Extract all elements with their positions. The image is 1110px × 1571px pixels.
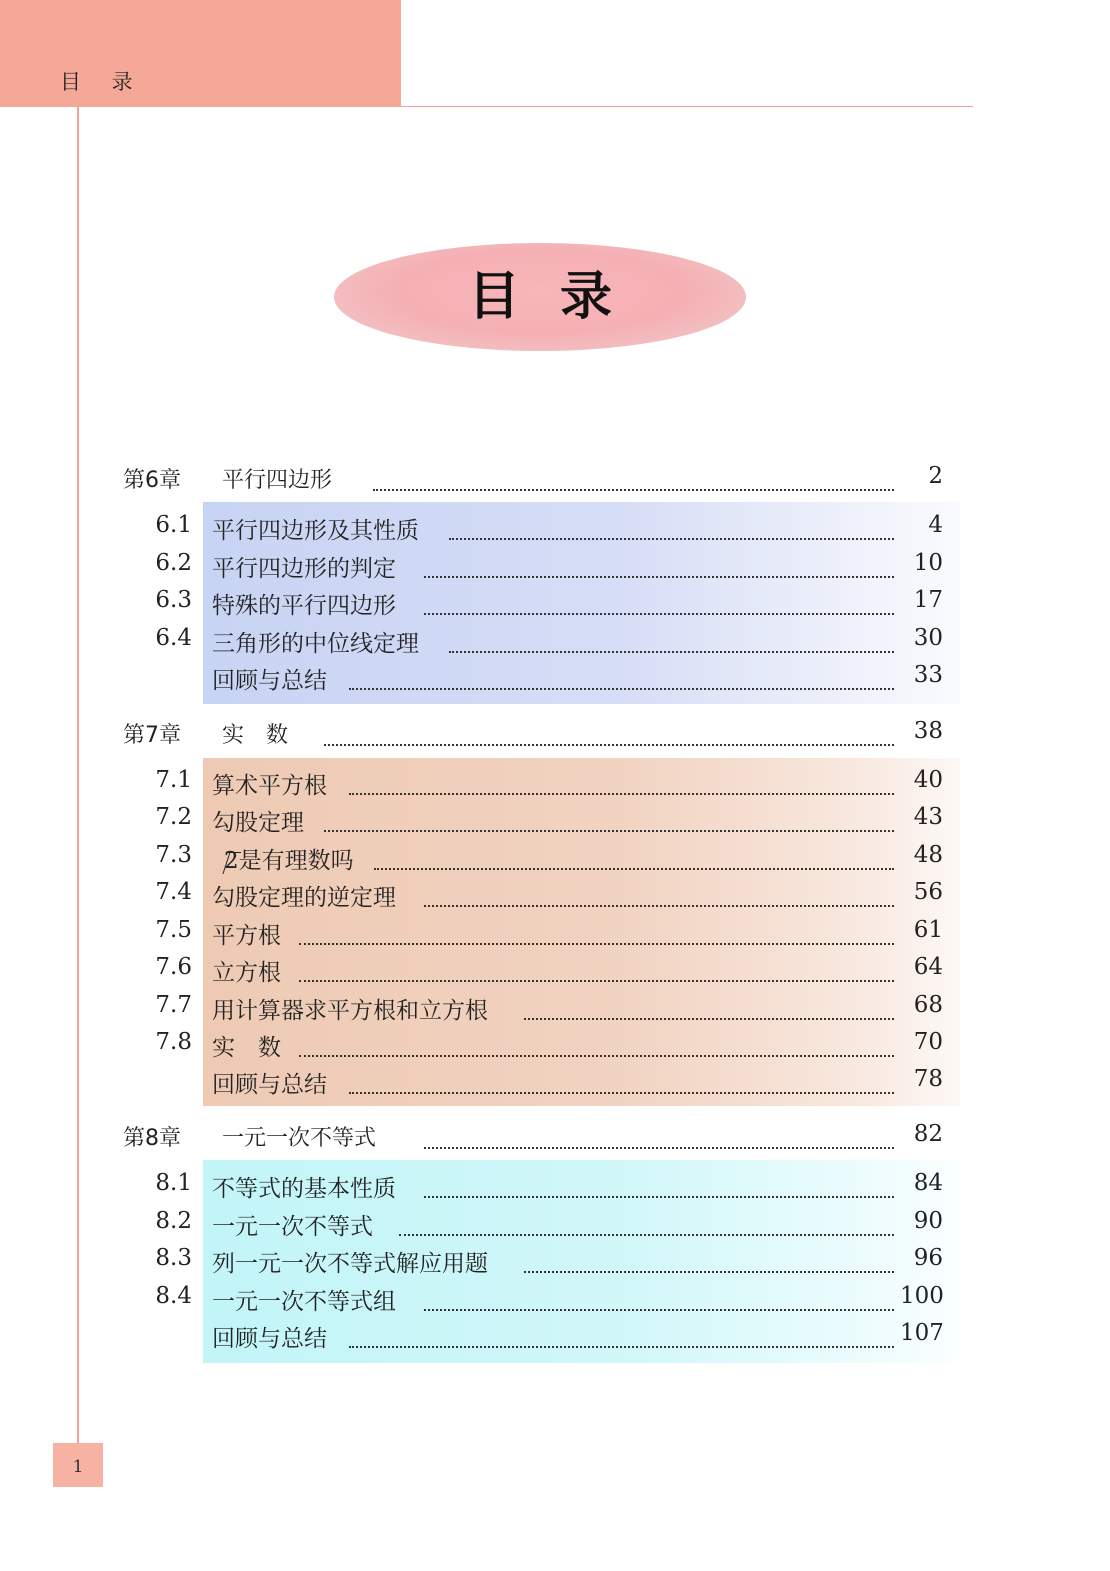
section-title: 用计算器求平方根和立方根 — [212, 998, 488, 1024]
toc-chapter-8[interactable] — [0, 1121, 1110, 1157]
page-ref: 84 — [913, 1170, 943, 1196]
page-ref: 107 — [900, 1320, 944, 1346]
section-number: 6.2 — [155, 550, 192, 576]
leader-dots — [349, 1326, 894, 1348]
chapter-label: 第8章 — [123, 1126, 181, 1151]
section-number: 6.3 — [155, 587, 192, 613]
chapter-label: 第7章 — [123, 723, 181, 748]
page-ref: 56 — [913, 879, 943, 905]
leader-dots — [424, 1127, 894, 1149]
toc-section-7-5[interactable] — [0, 917, 1110, 953]
section-title: 平行四边形的判定 — [212, 556, 396, 582]
section-number: 7.8 — [155, 1029, 192, 1055]
section-title: 回顾与总结 — [212, 1326, 327, 1352]
page-ref: 17 — [913, 587, 943, 613]
leader-dots — [424, 556, 894, 578]
leader-dots — [424, 885, 894, 907]
leader-dots — [349, 1072, 894, 1094]
page-ref: 82 — [913, 1121, 943, 1147]
page-ref: 40 — [913, 767, 943, 793]
page-ref: 38 — [913, 718, 943, 744]
leader-dots — [299, 960, 894, 982]
section-title: 回顾与总结 — [212, 668, 327, 694]
toc-section-7-1[interactable] — [0, 767, 1110, 803]
section-number: 7.6 — [155, 954, 192, 980]
leader-dots — [349, 773, 894, 795]
leader-dots — [424, 1289, 894, 1311]
section-number: 7.1 — [155, 767, 192, 793]
toc-section-6-1[interactable] — [0, 512, 1110, 548]
page-ref: 10 — [913, 550, 943, 576]
leader-dots — [424, 593, 894, 615]
section-number: 7.5 — [155, 917, 192, 943]
toc-section-8-review[interactable] — [0, 1320, 1110, 1356]
page-ref: 30 — [913, 625, 943, 651]
toc-banner-title: 目录 — [467, 267, 652, 327]
section-number: 8.4 — [155, 1283, 192, 1309]
section-number: 7.2 — [155, 804, 192, 830]
section-number: 7.3 — [155, 842, 192, 868]
page-ref: 70 — [913, 1029, 943, 1055]
section-number: 7.7 — [155, 992, 192, 1018]
section-title: 立方根 — [212, 960, 281, 986]
section-title: 一元一次不等式组 — [212, 1289, 396, 1315]
header-divider — [401, 106, 973, 107]
section-number: 6.4 — [155, 625, 192, 651]
toc-section-8-2[interactable] — [0, 1208, 1110, 1244]
section-number: 8.1 — [155, 1170, 192, 1196]
section-title-text: 是有理数吗 — [238, 848, 354, 874]
toc-section-7-3[interactable] — [0, 842, 1110, 878]
leader-dots — [349, 668, 894, 690]
chapter-title: 实 数 — [222, 723, 289, 748]
section-title: 三角形的中位线定理 — [212, 631, 419, 657]
section-number: 6.1 — [155, 512, 192, 538]
toc-chapter-6[interactable] — [0, 463, 1110, 499]
sqrt-symbol: 2 — [212, 848, 239, 874]
leader-dots — [524, 998, 894, 1020]
leader-dots — [449, 631, 894, 653]
page-ref: 78 — [913, 1066, 943, 1092]
chapter-title: 一元一次不等式 — [222, 1126, 377, 1151]
page-ref: 61 — [913, 917, 943, 943]
section-title — [212, 842, 354, 875]
leader-dots — [524, 1251, 894, 1273]
leader-dots — [299, 923, 894, 945]
header-title: 目 录 — [60, 70, 145, 94]
section-number: 7.4 — [155, 879, 192, 905]
leader-dots — [324, 724, 894, 746]
page-ref: 90 — [913, 1208, 943, 1234]
toc-banner — [334, 243, 746, 351]
page-ref: 68 — [913, 992, 943, 1018]
section-title: 特殊的平行四边形 — [212, 593, 396, 619]
section-title: 平行四边形及其性质 — [212, 518, 419, 544]
leader-dots — [449, 518, 894, 540]
section-number: 8.2 — [155, 1208, 192, 1234]
header-band — [0, 0, 401, 107]
section-title: 列一元一次不等式解应用题 — [212, 1251, 488, 1277]
page-ref: 100 — [900, 1283, 944, 1309]
page-ref: 33 — [913, 662, 943, 688]
leader-dots — [324, 810, 894, 832]
page-ref: 64 — [913, 954, 943, 980]
toc-section-8-4[interactable] — [0, 1283, 1110, 1319]
toc-section-8-3[interactable] — [0, 1245, 1110, 1281]
leader-dots — [299, 1035, 894, 1057]
toc-section-7-7[interactable] — [0, 992, 1110, 1028]
section-title: 勾股定理 — [212, 810, 304, 836]
leader-dots — [424, 1176, 894, 1198]
toc-section-7-6[interactable] — [0, 954, 1110, 990]
toc-chapter-7[interactable] — [0, 718, 1110, 754]
toc-section-6-4[interactable] — [0, 625, 1110, 661]
toc-section-6-2[interactable] — [0, 550, 1110, 586]
chapter-label: 第6章 — [123, 468, 181, 493]
page-number: 1 — [53, 1443, 103, 1487]
toc-section-8-1[interactable] — [0, 1170, 1110, 1206]
toc-section-7-review[interactable] — [0, 1066, 1110, 1102]
section-title: 勾股定理的逆定理 — [212, 885, 396, 911]
leader-dots — [373, 469, 894, 491]
page-ref: 48 — [913, 842, 943, 868]
leader-dots — [374, 848, 894, 870]
section-title: 一元一次不等式 — [212, 1214, 373, 1240]
toc-section-6-review[interactable] — [0, 662, 1110, 698]
page-ref: 43 — [913, 804, 943, 830]
toc-section-7-4[interactable] — [0, 879, 1110, 915]
toc-section-7-8[interactable] — [0, 1029, 1110, 1065]
section-title: 算术平方根 — [212, 773, 327, 799]
page-ref: 2 — [928, 463, 943, 489]
page-ref: 4 — [928, 512, 943, 538]
toc-section-7-2[interactable] — [0, 804, 1110, 840]
toc-section-6-3[interactable] — [0, 587, 1110, 623]
page-ref: 96 — [913, 1245, 943, 1271]
section-title: 平方根 — [212, 923, 281, 949]
section-title: 不等式的基本性质 — [212, 1176, 396, 1202]
chapter-title: 平行四边形 — [222, 468, 333, 493]
section-title: 实 数 — [212, 1035, 281, 1061]
section-number: 8.3 — [155, 1245, 192, 1271]
leader-dots — [399, 1214, 894, 1236]
section-title: 回顾与总结 — [212, 1072, 327, 1098]
